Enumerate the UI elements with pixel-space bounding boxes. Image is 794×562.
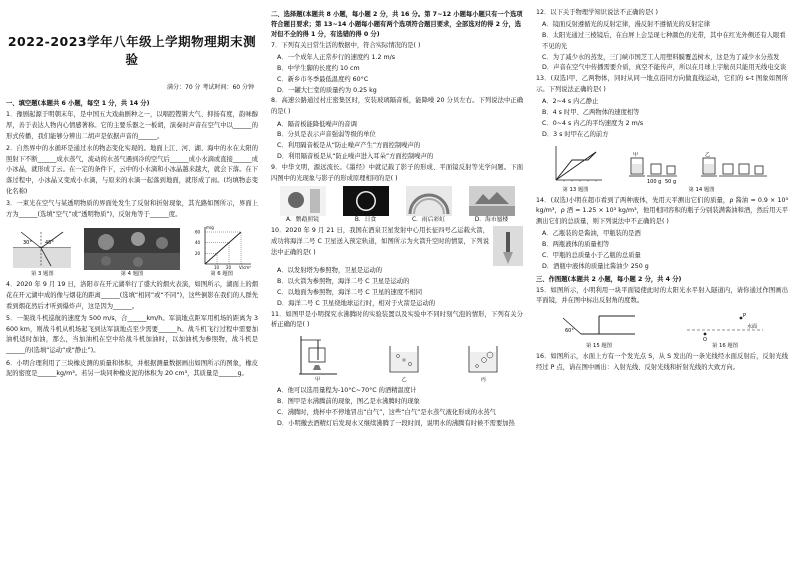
- water-surface-label: 水面: [747, 324, 758, 331]
- q9-image-b: [343, 186, 389, 224]
- x-tick: 10: [213, 264, 219, 270]
- q7-option-c: C．新乡市冬季最低温度约 60°C: [277, 75, 369, 83]
- q11-option-d: D．小明撤去酒精灯后发现水又继续沸腾了一段时间，说明水的沸腾有时候不需要加热: [277, 419, 515, 427]
- q13-option-b: B．4 s 时甲、乙两物体的速度相等: [542, 109, 640, 117]
- question-2: 2．自然界中的水循环是通过水的物态变化实现的。地面上江、河、湖、海中的水在太阳的照射下不断______成水蒸气，流动的水蒸气遇到冷的空气后______成小水滴或直接______成小冰晶，就形成了云。在一定的条件下，云中的小水滴和小冰晶越来越大，就会下落。在下落过程中，小冰晶又变成小水滴，与原来的水滴一起落到地面，就形成了雨。(均填物态变化名称): [6, 144, 258, 196]
- solar-eclipse-image: [343, 186, 389, 216]
- figure-4-caption: 第 4 题图: [120, 270, 144, 277]
- y-tick: 60: [194, 229, 200, 235]
- q11-option-a: A．他可以选用量程为-10°C~70°C 的酒精温度计: [277, 387, 417, 395]
- question-10-text: [271, 226, 489, 260]
- q7-option-d: D．一罐大仁堂的质量约为 0.25 kg: [277, 86, 377, 94]
- point-p-label: P: [743, 313, 747, 320]
- section-fill-blank: 一、填空题(本题共 6 小题，每空 1 分，共 14 分): [6, 100, 150, 107]
- column-right: [536, 8, 788, 556]
- water-surface-diagram: [685, 310, 765, 342]
- q8-option-a: A．隔音板能降低噪声的音调: [277, 120, 357, 128]
- question-8: 8．高速公路通过村庄密集区时，安装玻璃隔音板，能降噪 20 分贝左右。下列说法中正确的是( ): [271, 97, 523, 116]
- angle-label-a: 45°: [45, 239, 55, 246]
- y-tick: 40: [194, 240, 200, 246]
- question-4: 4．2020 年 9 月 19 日，洛阳市在开元湖举行了盛大的烟火表演，如图所示，湖面上的烟花在开元湖中成的像与烟花的距离______(选填“相同”或“不同”)，这些倒影在我们的人群先看到烟花然后才听到爆炸声，这是因为______。: [6, 280, 258, 310]
- question-1: 1．豫剧起源于明朝末年，是中国五大戏曲剧种之一，以唱腔铿锵大气、抑扬有度，韵味醇厚，善于表达人物内心情感著称。它的主要乐器之一板胡，演奏时声音在空气中以______的形式传播，我们能够分辨出二胡声是依据声音的______。: [6, 111, 258, 140]
- q8-option-b: B．分贝是表示声音强弱等级的单位: [277, 131, 376, 139]
- weight-label: 50 g: [664, 178, 676, 185]
- y-axis-label: m/g: [205, 224, 214, 230]
- q13-option-a: A．2~4 s 内乙静止: [542, 98, 599, 106]
- q10-option-c: C．以地面为参照物，海洋二号 C 卫星的速度不相同: [277, 288, 423, 296]
- beaker-bing: [465, 342, 501, 376]
- figures-row-1: [6, 224, 258, 278]
- figure-13: [548, 144, 604, 194]
- figures-row-13-14: [536, 144, 788, 194]
- label-yi: 乙: [704, 151, 710, 158]
- angle-label-b: 30°: [23, 239, 33, 246]
- question-11: 11．如图甲是小明探究水沸腾时的实验装置以及实验中不同时刻气泡的情形，下列有关分析正确的是( ): [271, 310, 523, 329]
- fig-label-bing: 丙: [480, 377, 486, 384]
- figure-15: [559, 310, 639, 350]
- figure-16-caption: 第 16 题图: [712, 343, 738, 350]
- fig-label-jia: 甲: [315, 377, 321, 384]
- figure-6-caption: 第 6 题图: [210, 270, 233, 277]
- rainbow-image: [406, 186, 452, 216]
- question-15: 15．如图所示，小明利用一块平面镜使此时的太阳光水平射入隧道内，请你通过作图画出平面镜，并在图中标出反射角的度数。: [536, 286, 788, 305]
- q9-image-c: [406, 186, 452, 224]
- page-title: 2022-2023学年八年级上学期物理期末测验: [7, 34, 257, 67]
- q12-option-a: A．镜面反射遵循光的反射定律，漫反射不遵循光的反射定律: [542, 21, 711, 29]
- q14-option-a: A．乙瓶装的是酱油，甲瓶装的是酒: [542, 230, 641, 238]
- question-3: 3．一束光在空气与某透明物质的界面处发生了反射和折射现象，其光路如图所示，界面上方为______(选填“空气”或“透明物质”)，反射角等于______度。: [6, 200, 258, 219]
- question-16: 16．如图所示，水面上方有一个发光点 S，从 S 发出的一条光线经水面反射后，反射光线经过 P 点，请在图中画出：入射光线、反射光线和折射光线的大致方向。: [536, 353, 788, 372]
- q13-option-d: D．3 s 时甲在乙的前方: [542, 130, 609, 138]
- question-9: 9．中华文明，源远流长。《墨经》中就记载了影子的形成、平面镜反射等光学问题。下面四图中的光现象与影子的形成原理相同的是( ): [271, 163, 523, 182]
- q14-option-b: B．两瓶液体的质量相等: [542, 241, 610, 249]
- section-multiple-choice: 二、选择题(本题共 8 小题，每小题 2 分，共 16 分。第 7~12 小题每小题只有一个选项符合题目要求；第 13~14 小题每小题有两个选项符合题目要求，全部选对的得 2 分，选对但不全的得 1 分，有选错的得 0 分): [271, 11, 523, 38]
- tunnel-sunlight-diagram: [559, 310, 639, 342]
- column-middle: [271, 8, 523, 556]
- figure-3-caption: 第 3 题图: [31, 270, 54, 277]
- question-10: 10．2020 年 9 月 21 日，我国在酒泉卫星发射中心用长征四号乙运载火箭，成功将海洋二号 C 卫星送入预定轨道，如图所示为火箭升空时的情景，下列说法中正确的是( ): [271, 227, 489, 256]
- refraction-diagram: [11, 228, 73, 270]
- q9-image-a: [280, 186, 326, 224]
- question-12: 12．以下关于物理学知识说法不正确的是( ): [536, 9, 658, 16]
- figure-15-caption: 第 15 题图: [586, 343, 612, 350]
- distance-time-graph: [548, 144, 604, 186]
- beaker-bubbles-large: [465, 342, 501, 384]
- q8-option-d: D．利用隔音板是从“防止噪声进入耳朵”方面控制噪声的: [277, 152, 434, 160]
- boiling-apparatus: [293, 334, 343, 384]
- rocket-launch-image: [493, 226, 523, 266]
- x-tick: 20: [225, 264, 231, 270]
- q14-option-d: D．酒瓶中液体的质量比酱油少 250 g: [542, 262, 649, 270]
- figure-4: [84, 228, 180, 278]
- x-axis-label: V/cm³: [238, 264, 251, 270]
- column-left: [6, 8, 258, 556]
- exam-meta: 满分：70 分 考试时间：60 分钟: [167, 84, 254, 91]
- question-10-block: [271, 226, 523, 266]
- figure-14-caption: 第 14 题图: [688, 186, 715, 193]
- q11-option-b: B．图甲是水沸腾前的现象，图乙是水沸腾时的现象: [277, 397, 420, 405]
- y-tick: 20: [194, 250, 200, 256]
- mirage-image: [469, 186, 515, 216]
- q14-option-c: C．甲瓶的总质量小于乙瓶的总质量: [542, 252, 641, 260]
- q8-option-c: C．利用隔音板是从“防止噪声产生”方面控制噪声的: [277, 142, 421, 150]
- label-jia: 甲: [632, 151, 638, 158]
- mass-volume-graph: [191, 224, 253, 270]
- balance-weights-diagram: [627, 152, 777, 186]
- q9-image-d: [469, 186, 515, 224]
- fireworks-photo: [84, 228, 180, 270]
- figure-13-caption: 第 13 题图: [562, 186, 589, 193]
- q12-option-d: D．声音在空气中传播需要介质，真空不能传声，所以在月球上宇航员只能用无线电交谈: [542, 64, 787, 72]
- q13-option-c: C．0~4 s 内乙的平均速度为 2 m/s: [542, 119, 644, 127]
- boiling-apparatus-diagram: [293, 334, 343, 376]
- question-6: 6．小明合理利用了三块橡皮测的质量和体积，并根据测量数据画出如图所示的图象，橡皮泥的密度是______kg/m³。若另一块同种橡皮泥的体积为 20 cm³，其质量是______g。: [6, 359, 258, 378]
- figure-16: [685, 310, 765, 350]
- figure-14: [627, 152, 777, 194]
- question-13: 13．(双选)甲、乙两物体，同时从同一地点沿同方向做直线运动，它们的 s-t 图象如图所示。下列说法正确的是( ): [536, 75, 788, 94]
- q9-caption-d: D．海市蜃楼: [474, 217, 509, 224]
- q12-option-c: C．为了减少水的蒸发，三门峡市国芝工人用塑料膜覆盖树木，这是为了减少水分蒸发: [542, 53, 780, 61]
- q10-option-b: B．以火箭为参照物，海洋二号 C 卫星是运动的: [277, 278, 410, 286]
- figure-3: [11, 228, 73, 278]
- fig-label-yi: 乙: [401, 377, 407, 384]
- q9-option-images: [271, 186, 523, 224]
- section-drawing: 三、作图题(本题共 2 小题，每小题 2 分，共 4 分): [536, 275, 682, 283]
- question-14: 14．(双选)小明在超市看到了两种液体，先用天平测出它们的质量，ρ 酱油 = 0.9 × 10³ kg/m³，ρ 酒 = 1.25 × 10³ kg/m³，他用相同容积的瓶子分别装满酱油和酒，然后用天平测出它们的总质量，则下列说法中不正确的是( ): [536, 196, 788, 226]
- beaker-bubbles-small: [386, 342, 422, 384]
- point-o-label: O: [703, 337, 707, 343]
- question-7: 7．下列有关日常生活的数据中，符合实际情况的是( ): [271, 42, 421, 49]
- parrot-mirror-image: [280, 186, 326, 216]
- weight-label: 100 g: [646, 178, 661, 185]
- q10-option-a: A．以发射塔为参照物，卫星是运动的: [277, 267, 383, 275]
- q11-figures: [271, 334, 523, 384]
- angle-label: 60°: [565, 328, 574, 335]
- figures-row-15-16: [536, 310, 788, 350]
- beaker-yi: [386, 342, 422, 376]
- q9-caption-b: B．日食: [354, 217, 377, 224]
- q9-caption-a: A．鹦鹉照镜: [286, 217, 319, 224]
- q7-option-b: B．中学生脚的长度约 10 cm: [277, 65, 360, 73]
- q7-option-a: A．一个成年人正常步行的速度约 1.2 m/s: [277, 54, 396, 62]
- q10-option-d: D．海洋二号 C 卫星绕地球运行时，相对于火箭是运动的: [277, 299, 436, 307]
- q11-option-c: C．沸腾时，烧杯中不停地冒出“白气”，这些“白气”是水蒸气液化形成的水蒸气: [277, 408, 496, 416]
- q9-caption-c: C．雨后彩虹: [411, 217, 446, 224]
- question-5: 5．一架战斗机巡航的速度为 500 m/s，合______km/h。军演地点距军用机场的距离为 3 600 km，则战斗机从机场起飞到达军演地点至少需要______h。战斗机飞行过程中需要加油机适时加油，那么，当加油机在空中给战斗机加油时，以加油机为参照物，战斗机是______的(选填“运动”或“静止”)。: [6, 314, 258, 355]
- q12-option-b: B．太阳光通过三棱镜后，在白屏上会呈现七种颜色的光带，其中在红光外侧还有人眼看不见的光: [542, 32, 786, 50]
- figure-6: [191, 224, 253, 278]
